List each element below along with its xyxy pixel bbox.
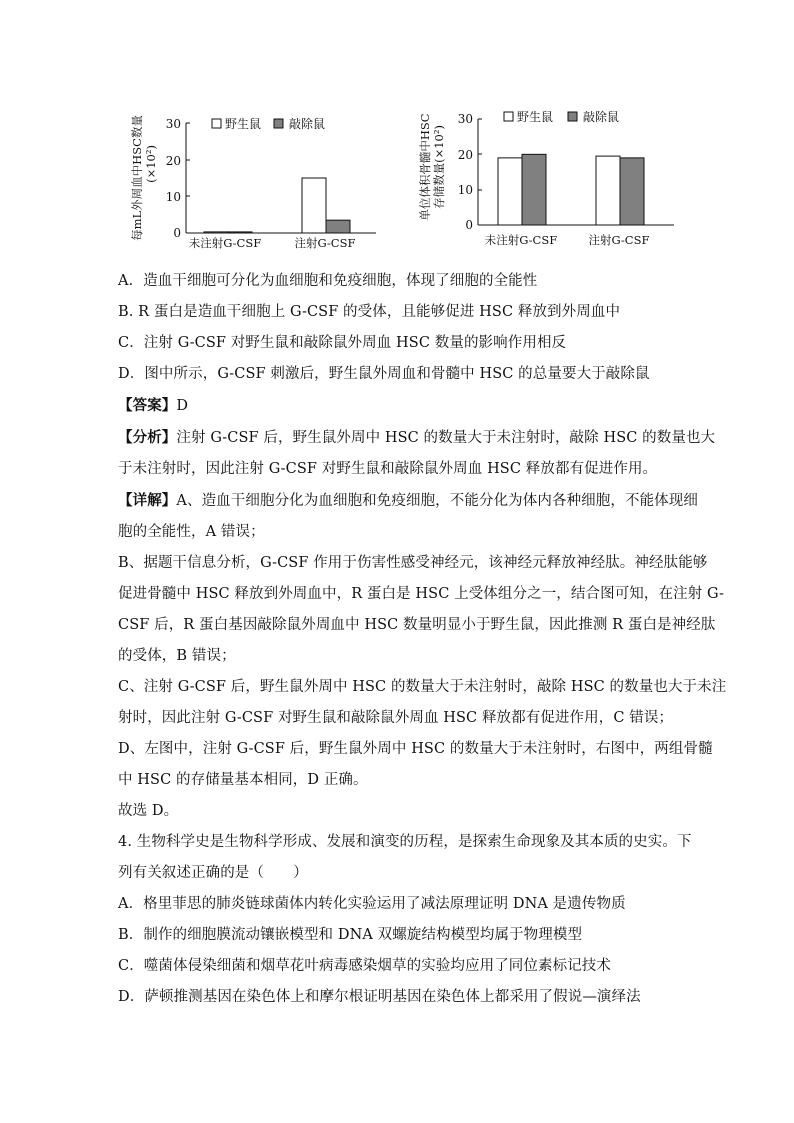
right-category-label-0: 未注射G-CSF	[484, 233, 558, 247]
right-legend-swatch-knockout	[568, 112, 577, 121]
right-ytick-0: 0	[465, 218, 473, 232]
left-category-label-1: 注射G-CSF	[294, 236, 356, 250]
left-category-label-0: 未注射G-CSF	[188, 236, 262, 250]
left-ytick-10: 10	[165, 190, 181, 204]
q4-option-b: B．制作的细胞膜流动镶嵌模型和 DNA 双螺旋结构模型均属于物理模型	[118, 927, 583, 943]
left-bar-wild-0	[204, 232, 228, 233]
left-bars-group	[204, 178, 350, 233]
option-a: A．造血干细胞可分化为血细胞和免疫细胞，体现了细胞的全能性	[118, 273, 538, 289]
detail-line-a1	[118, 485, 698, 517]
detail-line-d1: D、左图中，注射 G-CSF 后，野生鼠外周中 HSC 的数量大于未注射时，右图中，两组骨髓	[118, 741, 713, 757]
right-legend-swatch-wild	[504, 112, 513, 121]
right-chart-ylabel-unit: 存储数量(×10²)	[432, 125, 446, 209]
left-bar-knockout-0	[228, 232, 252, 233]
right-ytick-20: 20	[457, 148, 473, 162]
answer-line	[118, 390, 678, 422]
left-bar-wild-1	[302, 178, 326, 233]
answer-value: D	[176, 398, 189, 414]
analysis-text-1: 注射 G-CSF 后，野生鼠外周中 HSC 的数量大于未注射时，敲除 HSC 的数量也大	[176, 430, 716, 446]
left-legend-label-wild: 野生鼠	[225, 117, 262, 131]
right-bar-wild-0	[498, 158, 522, 225]
right-chart-svg	[416, 105, 676, 253]
right-bar-chart	[416, 105, 676, 253]
left-legend-label-knockout: 敲除鼠	[289, 117, 326, 131]
left-legend-swatch-wild	[212, 119, 221, 128]
left-chart-ylabel: 每mL外周血中HSC数量	[130, 115, 144, 241]
right-ytick-30: 30	[457, 112, 473, 126]
option-c: C．注射 G-CSF 对野生鼠和敲除鼠外周血 HSC 数量的影响作用相反	[118, 335, 567, 351]
q4-stem-2: 列有关叙述正确的是（ ）	[118, 865, 308, 881]
detail-text-a1: A、造血干细胞分化为血细胞和免疫细胞，不能分化为体内各种细胞，不能体现细	[176, 493, 698, 509]
detail-line-b4: 的受体，B 错误；	[118, 648, 236, 664]
analysis-line-2: 于未注射时，因此注射 G-CSF 对野生鼠和敲除鼠外周血 HSC 释放都有促进作用。	[118, 461, 658, 477]
right-bar-knockout-1	[620, 158, 644, 225]
left-ytick-0: 0	[173, 226, 181, 240]
left-legend-swatch-knockout	[274, 119, 283, 128]
detail-tag: 【详解】	[118, 492, 177, 509]
right-chart-ylabel: 单位体积骨髓中HSC	[418, 113, 432, 221]
left-bar-knockout-1	[326, 220, 350, 233]
right-bars-group	[498, 154, 644, 225]
detail-line-c2: 射时，因此注射 G-CSF 对野生鼠和敲除鼠外周血 HSC 释放都有促进作用，C 错误；	[118, 710, 674, 726]
detail-line-b3: CSF 后，R 蛋白基因敲除鼠外周血中 HSC 数量明显小于野生鼠，因此推测 R 蛋白是神经肽	[118, 617, 716, 633]
analysis-line-1	[118, 422, 716, 454]
left-chart-svg	[128, 108, 378, 256]
left-bar-chart	[128, 108, 378, 256]
right-ytick-10: 10	[457, 183, 473, 197]
right-bar-wild-1	[596, 156, 620, 225]
right-legend-label-knockout: 敲除鼠	[583, 110, 620, 124]
right-category-label-1: 注射G-CSF	[588, 233, 650, 247]
option-b: B. R 蛋白是造血干细胞上 G-CSF 的受体，且能够促进 HSC 释放到外周血中	[118, 304, 621, 320]
detail-line-b1: B、据题干信息分析，G-CSF 作用于伤害性感受神经元，该神经元释放神经肽。神经肽能够	[118, 555, 708, 571]
detail-line-a2: 胞的全能性，A 错误；	[118, 524, 265, 540]
q4-option-d: D．萨顿推测基因在染色体上和摩尔根证明基因在染色体上都采用了假说—演绎法	[118, 989, 641, 1005]
detail-line-d2: 中 HSC 的存储量基本相同，D 正确。	[118, 772, 368, 788]
detail-line-b2: 促进骨髓中 HSC 释放到外周血中，R 蛋白是 HSC 上受体组分之一，结合图可知，在注射 G-	[118, 586, 724, 602]
left-ytick-20: 20	[165, 154, 181, 168]
q4-option-a: A．格里菲思的肺炎链球菌体内转化实验运用了减法原理证明 DNA 是遗传物质	[118, 896, 626, 912]
right-bar-knockout-0	[522, 154, 546, 225]
q4-stem-1: 4. 生物科学史是生物科学形成、发展和演变的历程，是探索生命现象及其本质的史实。下	[118, 834, 692, 850]
left-chart-ylabel-unit: (×10²)	[144, 145, 158, 183]
q4-option-c: C．噬菌体侵染细菌和烟草花叶病毒感染烟草的实验均应用了同位素标记技术	[118, 958, 611, 974]
answer-tag: 【答案】	[118, 397, 177, 414]
detail-line-c1: C、注射 G-CSF 后，野生鼠外周中 HSC 的数量大于未注射时，敲除 HSC 的数量也大于未注	[118, 679, 727, 695]
option-d: D．图中所示，G-CSF 刺激后，野生鼠外周血和骨髓中 HSC 的总量要大于敲除鼠	[118, 366, 650, 382]
left-ytick-30: 30	[165, 117, 181, 131]
detail-conclusion: 故选 D。	[118, 803, 179, 819]
analysis-tag: 【分析】	[118, 429, 177, 446]
right-legend-label-wild: 野生鼠	[517, 110, 554, 124]
question-content	[118, 266, 727, 1013]
